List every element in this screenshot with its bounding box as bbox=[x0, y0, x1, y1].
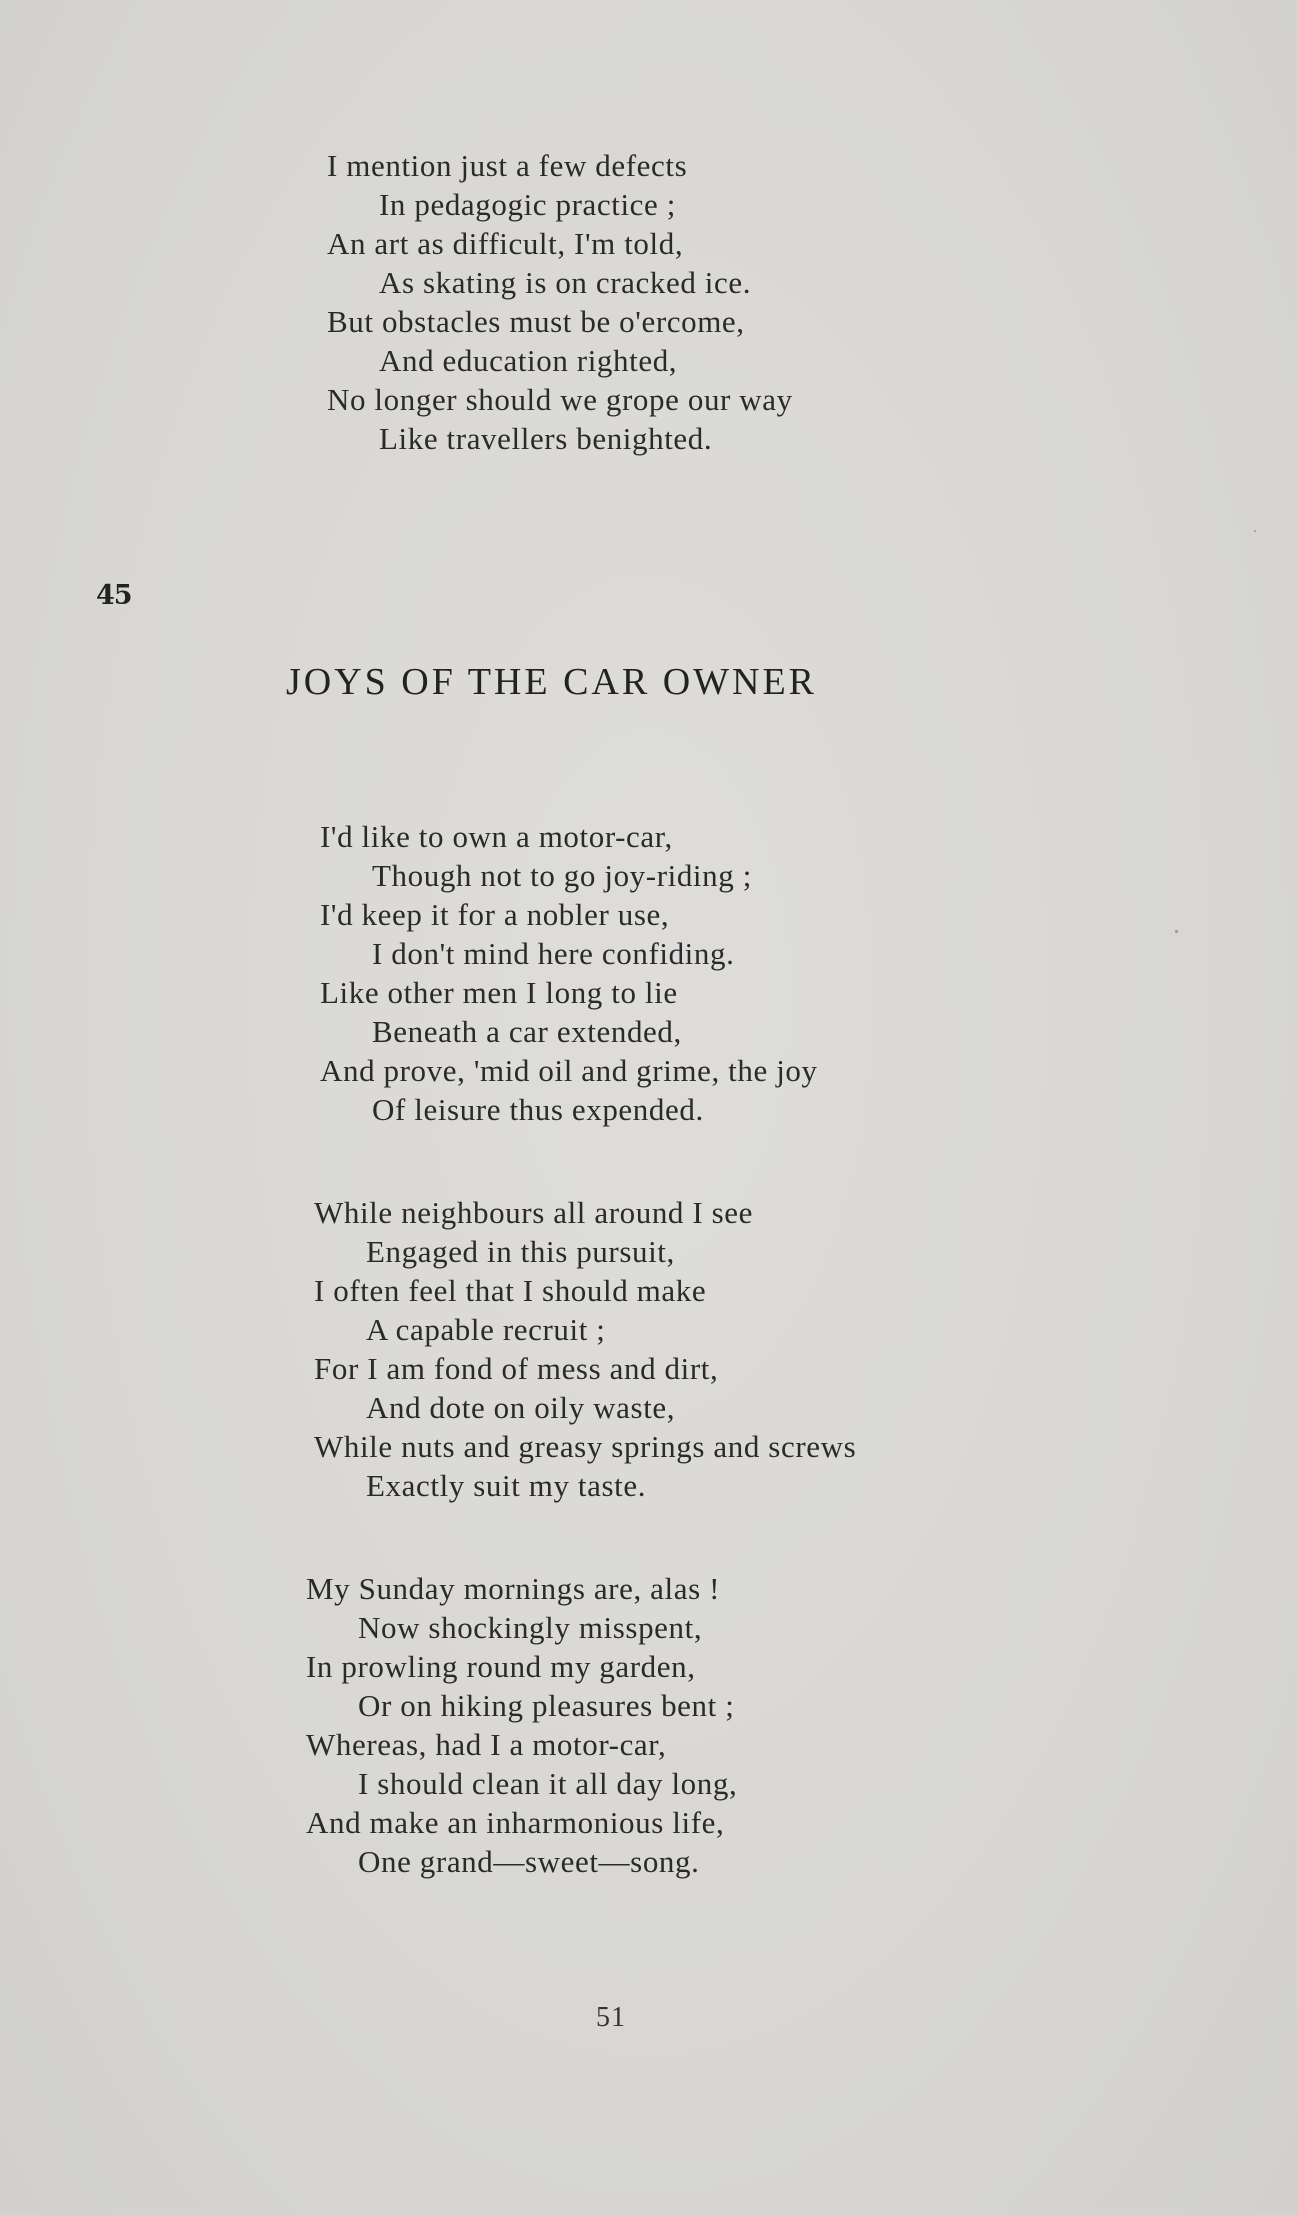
verse-line: Whereas, had I a motor-car, bbox=[306, 1727, 667, 1762]
verse-line: I'd keep it for a nobler use, bbox=[320, 897, 670, 932]
verse-line: Though not to go joy-riding ; bbox=[372, 858, 752, 893]
verse-line: Of leisure thus expended. bbox=[372, 1092, 704, 1127]
verse-line: And prove, 'mid oil and grime, the joy bbox=[320, 1053, 818, 1088]
paper-speck bbox=[1254, 530, 1256, 532]
verse-line: I mention just a few defects bbox=[327, 148, 688, 183]
verse-line: In prowling round my garden, bbox=[306, 1649, 696, 1684]
verse-line: A capable recruit ; bbox=[366, 1312, 606, 1347]
verse-line: Like other men I long to lie bbox=[320, 975, 678, 1010]
verse-line: Engaged in this pursuit, bbox=[366, 1234, 675, 1269]
verse-line: I don't mind here confiding. bbox=[372, 936, 735, 971]
paper-speck bbox=[1175, 930, 1178, 933]
verse-line: Or on hiking pleasures bent ; bbox=[358, 1688, 735, 1723]
verse-line: I'd like to own a motor-car, bbox=[320, 819, 673, 854]
verse-line: No longer should we grope our way bbox=[327, 382, 793, 417]
verse-line: And make an inharmonious life, bbox=[306, 1805, 725, 1840]
verse-line: But obstacles must be o'ercome, bbox=[327, 304, 745, 339]
verse-line: While neighbours all around I see bbox=[314, 1195, 754, 1230]
verse-line: For I am fond of mess and dirt, bbox=[314, 1351, 719, 1386]
verse-line: I often feel that I should make bbox=[314, 1273, 707, 1308]
poem-stanza-2 bbox=[314, 1193, 856, 1505]
page-number: 51 bbox=[596, 2002, 626, 2033]
verse-line: Beneath a car extended, bbox=[372, 1014, 682, 1049]
poem-stanza-1 bbox=[320, 817, 818, 1129]
verse-line: In pedagogic practice ; bbox=[379, 187, 676, 222]
poem-stanza-3 bbox=[306, 1569, 737, 1881]
verse-line: Now shockingly misspent, bbox=[358, 1610, 703, 1645]
poem-title: JOYS OF THE CAR OWNER bbox=[286, 661, 818, 703]
previous-poem-stanza bbox=[327, 146, 793, 458]
verse-line: An art as difficult, I'm told, bbox=[327, 226, 684, 261]
verse-line: One grand—sweet—song. bbox=[358, 1844, 700, 1879]
verse-line: I should clean it all day long, bbox=[358, 1766, 738, 1801]
verse-line: And education righted, bbox=[379, 343, 678, 378]
verse-line: Like travellers benighted. bbox=[379, 421, 713, 456]
verse-line: While nuts and greasy springs and screws bbox=[314, 1429, 857, 1464]
verse-line: And dote on oily waste, bbox=[366, 1390, 676, 1425]
verse-line: Exactly suit my taste. bbox=[366, 1468, 647, 1503]
verse-line: As skating is on cracked ice. bbox=[379, 265, 752, 300]
verse-line: My Sunday mornings are, alas ! bbox=[306, 1571, 721, 1606]
poem-number: 45 bbox=[96, 580, 132, 611]
